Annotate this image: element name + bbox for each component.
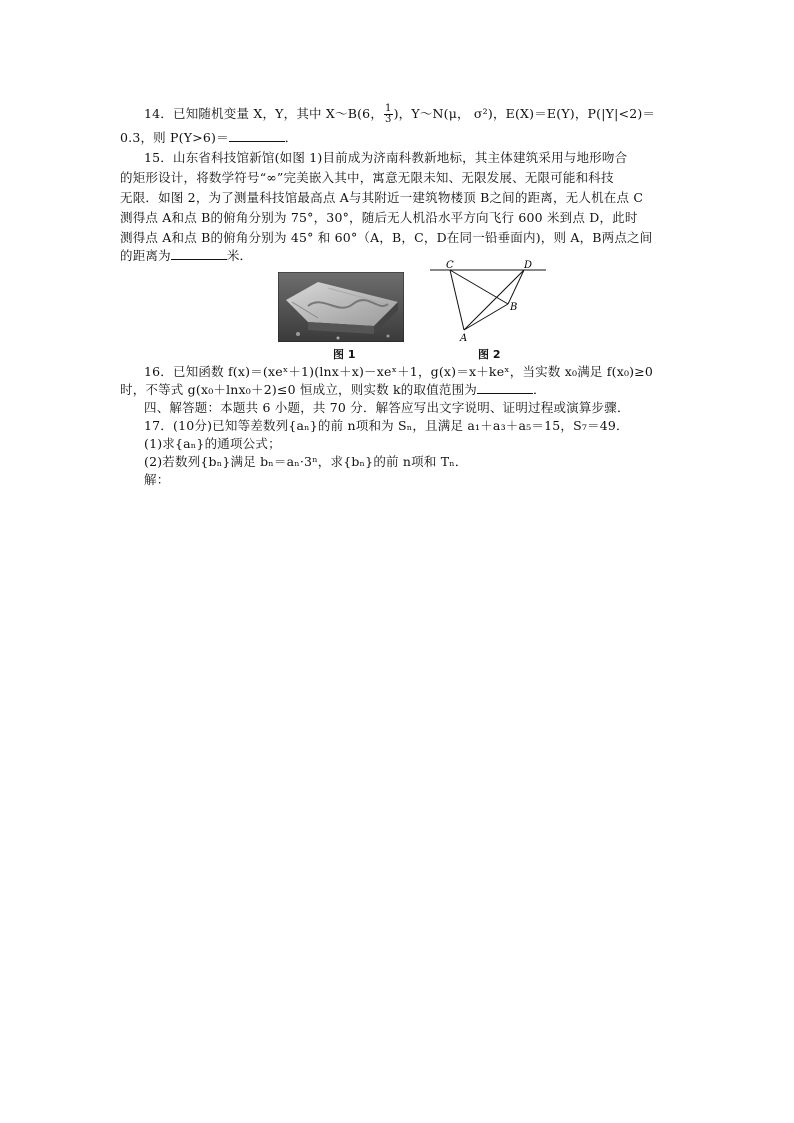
q15-answer-blank[interactable]	[171, 247, 227, 260]
triangle-diagram	[428, 258, 548, 344]
q16-answer-blank[interactable]	[477, 381, 533, 394]
label-D: D	[524, 260, 533, 271]
segment-DA	[464, 270, 524, 330]
q15-line5: 测得点 A和点 B的俯角分别为 45° 和 60°（A，B，C，D在同一铅垂面内)，则 A，B两点之间	[120, 230, 653, 245]
q17-part2: (2)若数列{bₙ}满足 bₙ＝aₙ·3ⁿ，求{bₙ}的前 n项和 Tₙ．	[144, 454, 468, 469]
q14-line2: 0.3，则 P(Y>6)＝ ．	[120, 130, 298, 145]
q16-line1: 16．已知函数 f(x)＝(xeˣ＋1)(lnx＋x)－xeˣ＋1，g(x)＝x＋keˣ，当实数 x₀满足 f(x₀)≥0	[144, 364, 654, 379]
figure-2-diagram	[428, 258, 548, 344]
q14-answer-blank[interactable]	[229, 129, 285, 142]
q14-line1	[144, 104, 704, 125]
q16-line2	[120, 380, 680, 400]
q14-text-a: 14．已知随机变量 X，Y，其中 X～B(6，	[144, 106, 384, 121]
figure-2-caption: 图 2	[478, 348, 501, 361]
q17-part1: (1)求{aₙ}的通项公式；	[144, 436, 281, 451]
q17-answer-label: 解：	[144, 472, 170, 487]
label-A: A	[460, 333, 468, 344]
fraction-numerator: 1	[385, 103, 392, 114]
q16-text-a: 时，不等式 g(x₀＋lnx₀＋2)≤0 恒成立，则实数 k的取值范围为	[120, 382, 477, 397]
q17-line1: 17．(10分)已知等差数列{aₙ}的前 n项和为 Sₙ，且满足 a₁＋a₃＋a₅＝15，S₇＝49．	[144, 418, 629, 433]
q15-text-a: 的距离为	[120, 248, 171, 263]
figure-1-caption: 图 1	[333, 348, 356, 361]
q15-text-b: 米．	[226, 248, 253, 263]
section-4-heading: 四、解答题：本题共 6 小题，共 70 分．解答应写出文字说明、证明过程或演算步骤．	[144, 400, 630, 415]
q15-line3: 无限．如图 2，为了测量科技馆最高点 A与其附近一建筑物楼顶 B之间的距离，无人机在点 C	[120, 190, 644, 205]
figure-1-photo	[278, 272, 404, 342]
q14-fraction	[384, 104, 393, 125]
building-photo-image	[278, 272, 404, 342]
q15-line4: 测得点 A和点 B的俯角分别为 75°，30°，随后无人机沿水平方向飞行 600 米到点 D，此时	[120, 210, 638, 225]
label-C: C	[446, 260, 454, 271]
segment-DB	[508, 270, 524, 304]
fraction-denominator: 3	[385, 114, 392, 125]
segment-CB	[450, 270, 508, 304]
label-B: B	[510, 302, 518, 313]
q14-text-c: 0.3，则 P(Y>6)＝	[120, 130, 229, 145]
segment-CA	[450, 270, 464, 330]
q16-text-b: ．	[533, 382, 546, 397]
q15-line2: 的矩形设计，将数学符号“∞”完美嵌入其中，寓意无限未知、无限发展、无限可能和科技	[120, 170, 614, 185]
q15-line6	[120, 246, 680, 266]
q15-line1: 15．山东省科技馆新馆(如图 1)目前成为济南科教新地标，其主体建筑采用与地形吻合	[144, 150, 628, 165]
q14-text-b: )，Y～N(μ， σ²)，E(X)＝E(Y)，P(|Y|<2)＝	[393, 106, 656, 121]
